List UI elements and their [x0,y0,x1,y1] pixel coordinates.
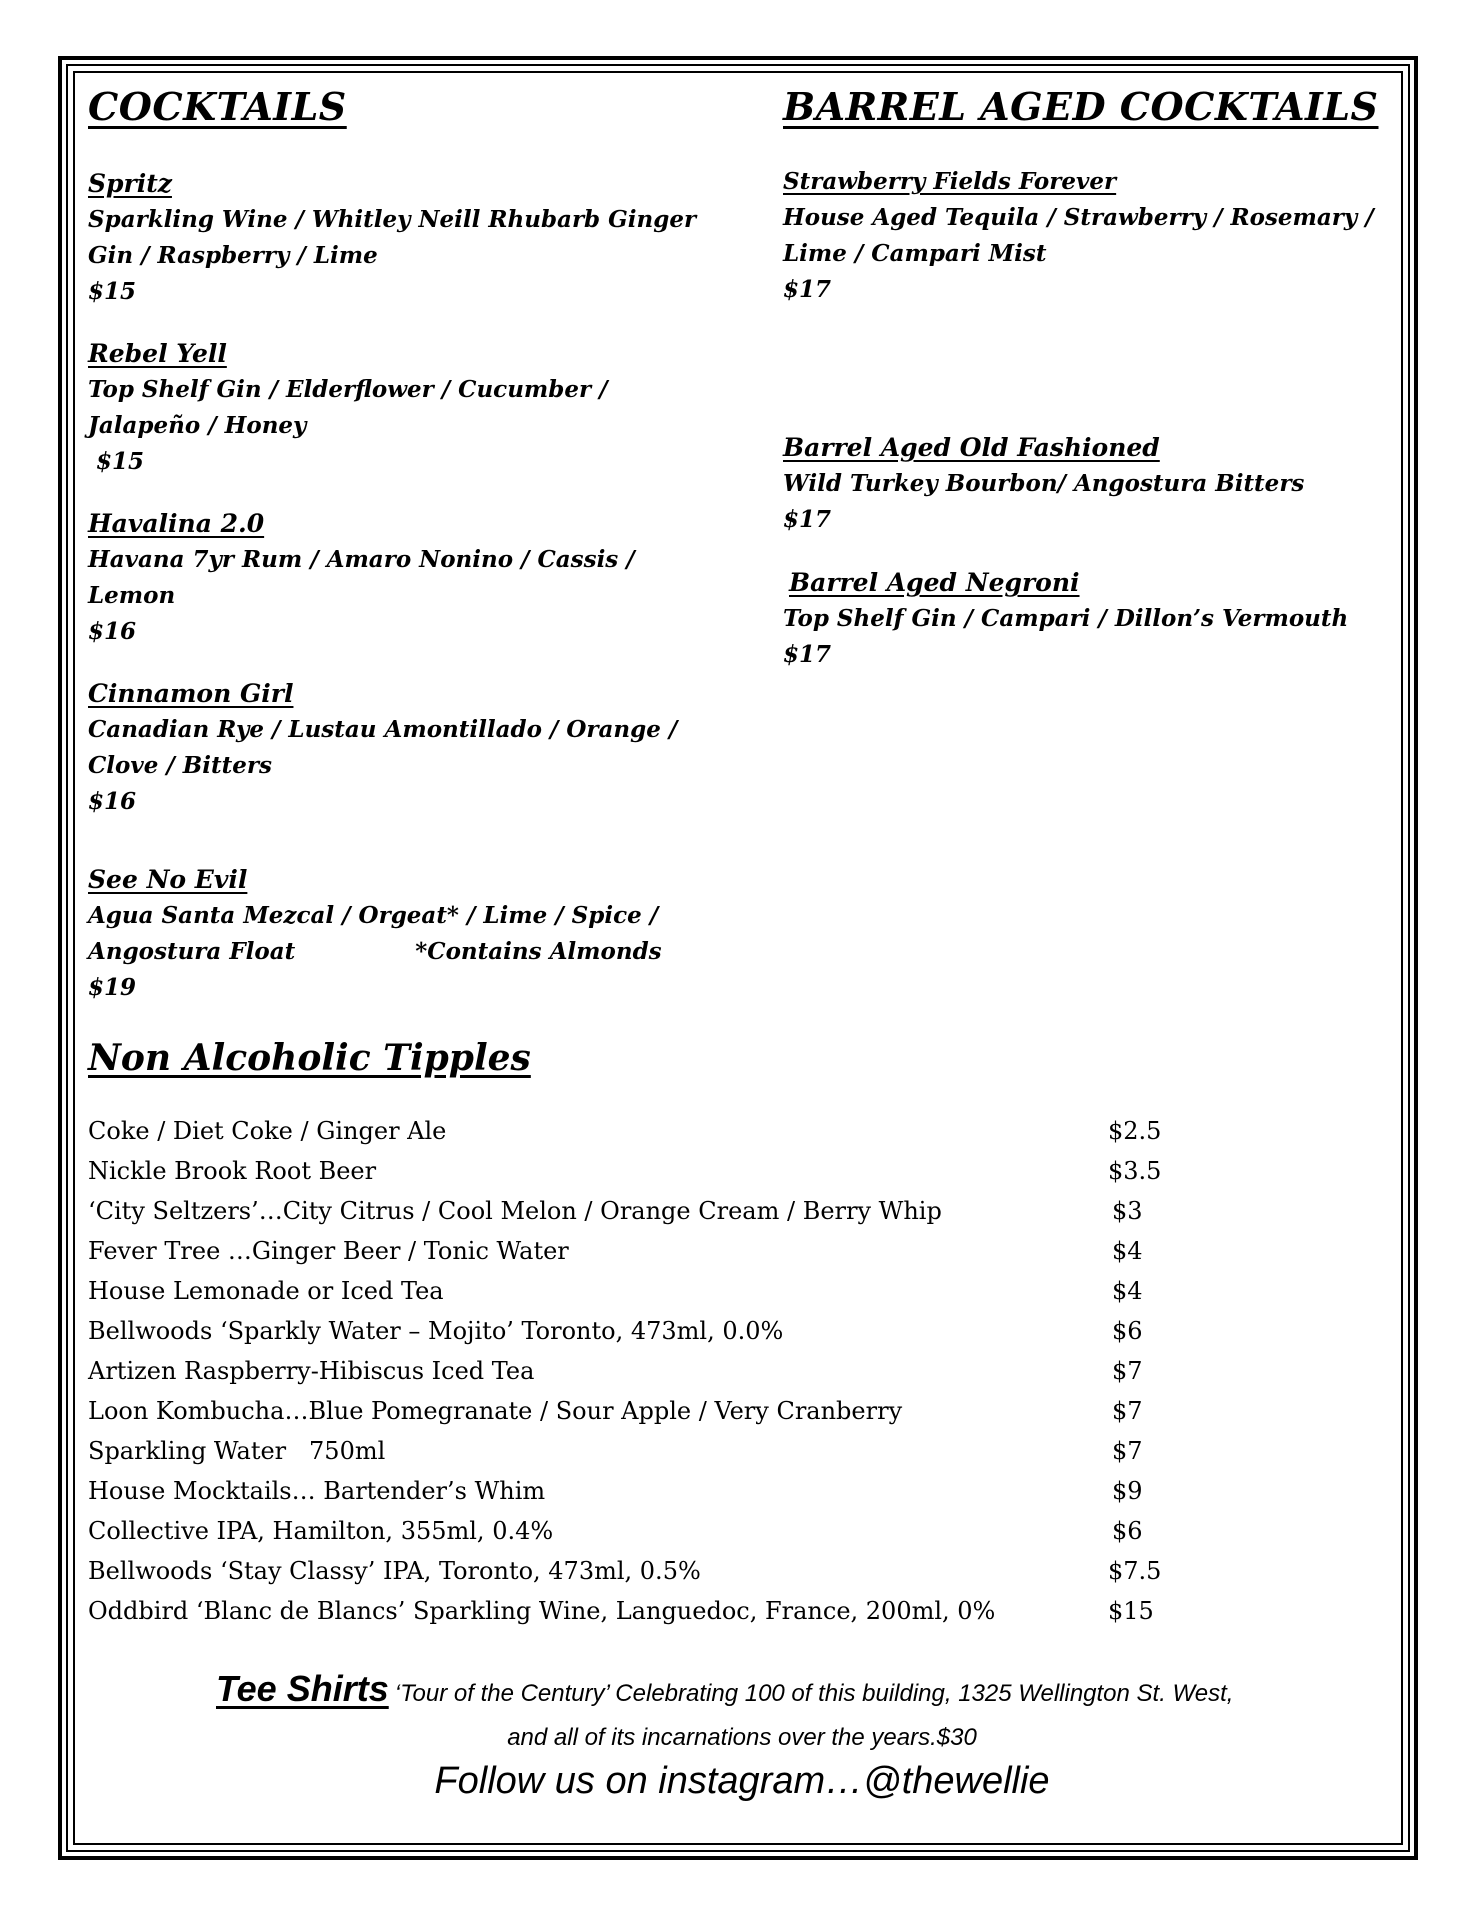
na-item-price: $6 [1112,1317,1143,1345]
cocktail-item [88,862,662,1006]
na-row [88,1351,1188,1391]
allergy-note: *Contains Almonds [415,938,662,965]
cocktails-heading: COCKTAILS [88,84,347,129]
na-row [88,1471,1188,1511]
na-item-price: $7 [1112,1437,1143,1465]
barrel-price: $17 [783,276,832,303]
na-row [88,1151,1188,1191]
tee-shirts-text: ‘Tour of the Century’ Celebrating 100 of this building, 1325 Wellington St. West, [394,1680,1234,1707]
na-item-name: Sparkling Water 750ml [88,1437,386,1465]
na-item-price: $7 [1112,1357,1143,1385]
cocktail-desc: Canadian Rye / Lustau Amontillado / Orange / Clove / Bitters [88,716,678,779]
cocktail-name: Rebel Yell [88,339,227,368]
na-row [88,1271,1188,1311]
na-item-price: $9 [1112,1477,1143,1505]
tee-shirts-title: Tee Shirts [216,1668,389,1709]
na-row [88,1191,1188,1231]
na-item-price: $4 [1112,1237,1143,1265]
instagram-follow: Follow us on instagram…@thewellie [434,1760,1050,1802]
cocktail-desc [88,934,662,970]
na-item-price: $7.5 [1108,1557,1162,1585]
na-item-price: $6 [1112,1517,1143,1545]
cocktail-desc: Top Shelf Gin / Elderflower / Cucumber / Jalapeño / Honey [88,376,608,439]
tee-shirts-line [216,1668,1366,1710]
na-row [88,1591,1188,1631]
na-item-price: $2.5 [1108,1117,1162,1145]
cocktail-price: $19 [88,974,137,1001]
barrel-name: Barrel Aged Old Fashioned [783,433,1160,462]
na-row [88,1111,1188,1151]
na-item-price: $7 [1112,1397,1143,1425]
na-row [88,1311,1188,1351]
na-row [88,1231,1188,1271]
barrel-name: Strawberry Fields Forever [783,168,1117,195]
cocktail-price: $15 [96,448,145,475]
cocktail-name: Spritz [88,169,172,198]
barrel-name: Barrel Aged Negroni [789,568,1080,597]
cocktail-price: $16 [88,618,137,645]
na-item-price: $15 [1108,1597,1154,1625]
na-item-name: House Mocktails… Bartender’s Whim [88,1477,546,1505]
cocktail-item [88,336,708,480]
na-item-price: $3 [1112,1197,1143,1225]
barrel-desc: Top Shelf Gin / Campari / Dillon’s Vermouth [783,605,1349,632]
tee-shirts-text-2: and all of its incarnations over the years.$30 [507,1724,977,1751]
barrel-item [783,164,1403,308]
na-item-name: Collective IPA, Hamilton, 355ml, 0.4% [88,1517,554,1545]
na-item-name: Fever Tree …Ginger Beer / Tonic Water [88,1237,569,1265]
cocktail-price: $16 [88,788,137,815]
na-item-name: Oddbird ‘Blanc de Blancs’ Sparkling Wine, Languedoc, France, 200ml, 0% [88,1597,996,1625]
non-alcoholic-list [88,1111,1188,1631]
cocktail-name: Havalina 2.0 [88,509,265,538]
barrel-aged-heading: BARREL AGED COCKTAILS [783,84,1379,129]
na-item-name: House Lemonade or Iced Tea [88,1277,444,1305]
na-item-name: Bellwoods ‘Sparkly Water – Mojito’ Toronto, 473ml, 0.0% [88,1317,784,1345]
cocktail-desc: Agua Santa Mezcal / Orgeat* / Lime / Spice / [88,902,659,929]
barrel-price: $17 [783,641,832,668]
cocktail-desc: Havana 7yr Rum / Amaro Nonino / Cassis / Lemon [88,546,635,609]
cocktail-item [88,676,708,820]
na-item-name: Coke / Diet Coke / Ginger Ale [88,1117,447,1145]
na-item-name: Nickle Brook Root Beer [88,1157,377,1185]
barrel-item [783,430,1304,538]
na-item-price: $3.5 [1108,1157,1162,1185]
na-item-name: Artizen Raspberry-Hibiscus Iced Tea [88,1357,535,1385]
na-row [88,1431,1188,1471]
cocktail-name: Cinnamon Girl [88,679,294,708]
na-item-name: Bellwoods ‘Stay Classy’ IPA, Toronto, 473ml, 0.5% [88,1557,701,1585]
na-row [88,1511,1188,1551]
cocktail-desc-cont: Angostura Float [88,938,296,965]
cocktail-item [88,506,708,650]
na-row [88,1551,1188,1591]
barrel-desc: Wild Turkey Bourbon/ Angostura Bitters [783,470,1305,497]
barrel-item [783,565,1348,673]
cocktail-desc: Sparkling Wine / Whitley Neill Rhubarb Ginger Gin / Raspberry / Lime [88,206,697,269]
barrel-desc: House Aged Tequila / Strawberry / Rosemary / Lime / Campari Mist [783,204,1374,267]
na-item-name: ‘City Seltzers’…City Citrus / Cool Melon / Orange Cream / Berry Whip [88,1197,942,1225]
cocktail-item [88,166,708,310]
na-item-price: $4 [1112,1277,1143,1305]
non-alcoholic-heading: Non Alcoholic Tipples [88,1037,531,1079]
barrel-price: $17 [783,506,832,533]
cocktail-price: $15 [88,278,137,305]
na-item-name: Loon Kombucha…Blue Pomegranate / Sour Apple / Very Cranberry [88,1397,903,1425]
na-row [88,1391,1188,1431]
cocktail-name: See No Evil [88,865,248,894]
